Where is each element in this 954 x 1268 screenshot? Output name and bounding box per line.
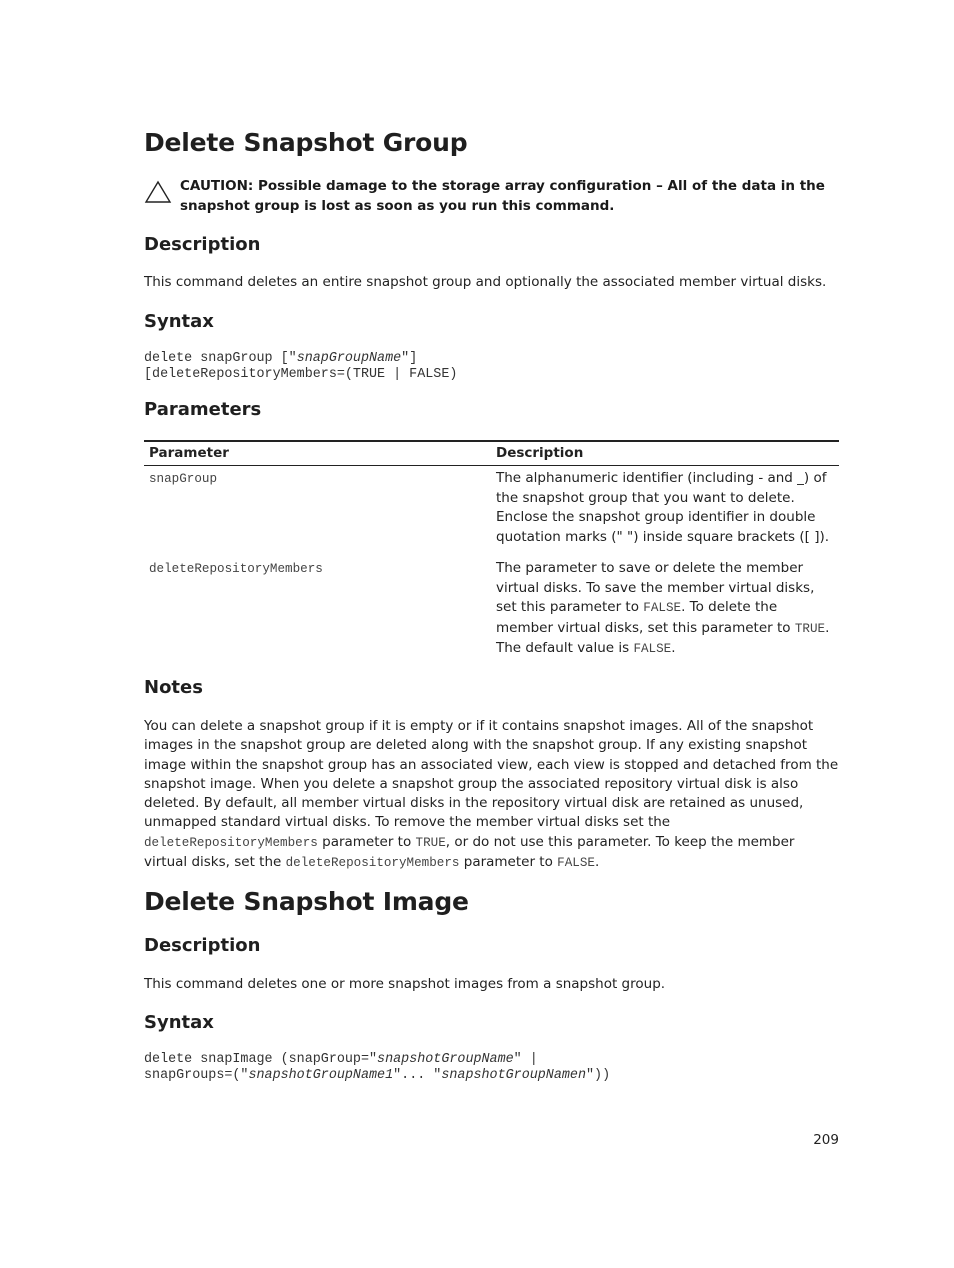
syntax-heading: Syntax	[144, 311, 214, 332]
table-row	[144, 466, 839, 557]
parameters-table	[144, 440, 839, 660]
description-text: This command deletes an entire snapshot group and optionally the associated member virtual disks.	[144, 274, 827, 290]
syntax-line-2: snapGroups=("snapshotGroupName1"... "snapshotGroupNamen"))	[144, 1067, 611, 1083]
caution-text: CAUTION: Possible damage to the storage array configuration – All of the data in the snapshot group is lost as soon as you run this command.	[180, 178, 825, 214]
syntax-line-1: delete snapImage (snapGroup="snapshotGroupName" |	[144, 1052, 538, 1067]
caution-icon	[144, 180, 172, 208]
table-header-row	[144, 441, 839, 466]
column-header: Parameter	[149, 445, 229, 461]
column-header: Description	[496, 445, 584, 461]
notes-heading: Notes	[144, 677, 203, 698]
syntax-line-2: [deleteRepositoryMembers=(TRUE | FALSE)	[144, 366, 458, 382]
syntax-line-1: delete snapGroup ["snapGroupName"]	[144, 351, 418, 366]
param-description: The alphanumeric identifier (including - and _) of the snapshot group that you want to delete. Enclose the snapshot group identifier in double quotation marks (" ") inside square brackets ([ ]).	[496, 470, 830, 545]
page-number: 209	[813, 1132, 839, 1148]
syntax-code-block	[144, 1052, 610, 1083]
section-title: Delete Snapshot Image	[144, 887, 469, 916]
description-heading: Description	[144, 935, 261, 956]
syntax-code-block	[144, 351, 457, 382]
description-heading: Description	[144, 234, 261, 255]
syntax-heading: Syntax	[144, 1012, 214, 1033]
notes-text: You can delete a snapshot group if it is empty or if it contains snapshot images. All of the snapshot images in the snapshot group are deleted along with the snapshot group. If any existing snapshot image within the snapshot group has an associated view, each view is stopped and detached from the snapshot image. When you delete a snapshot group the associated repository virtual disk is also deleted. By default, all member virtual disks in the repository virtual disk are retained as unused, unmapped standard virtual disks. To remove the member virtual disks set the deleteRepositoryMembers parameter to TRUE, or do not use this parameter. To keep the member virtual disks, set the deleteRepositoryMembers parameter to FALSE.	[144, 718, 839, 871]
section-title: Delete Snapshot Group	[144, 128, 468, 157]
param-name: snapGroup	[149, 472, 218, 486]
description-text: This command deletes one or more snapshot images from a snapshot group.	[144, 976, 666, 992]
parameters-heading: Parameters	[144, 399, 262, 420]
param-description: The parameter to save or delete the member virtual disks. To save the member virtual disks, set this parameter to FALSE. To delete the member virtual disks, set this parameter to TRUE. The default value is FALSE.	[496, 560, 830, 656]
param-name: deleteRepositoryMembers	[149, 562, 323, 576]
table-row	[144, 556, 839, 660]
